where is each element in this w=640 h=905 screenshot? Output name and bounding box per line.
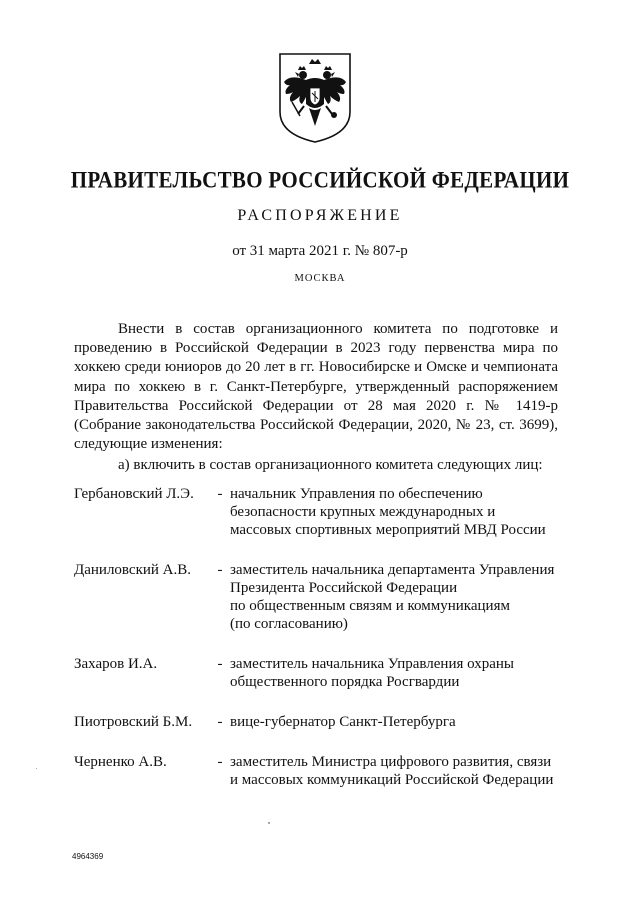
member-row (74, 713, 574, 731)
member-row (74, 655, 574, 691)
member-row (74, 561, 574, 633)
document-city: МОСКВА (294, 273, 346, 284)
member-dash: - (217, 714, 223, 730)
scan-speck (36, 768, 37, 769)
scan-speck (268, 822, 270, 824)
member-dash: - (217, 754, 223, 770)
member-row (74, 485, 574, 539)
coat-of-arms-icon (276, 52, 354, 144)
member-dash: - (217, 562, 223, 578)
member-name: Гербановский Л.Э. (74, 486, 194, 502)
document-type: РАСПОРЯЖЕНИЕ (237, 207, 403, 224)
main-paragraph: Внести в состав организационного комитета по подготовке и проведению в Российской Федерации в 2023 году первенства мира по хоккею среди юниоров до 20 лет в гг. Новосибирске и Омске и чемпионата мира по хоккею в г. Санкт-Петербурге, утвержденный распоряжением Правительства Российской Федерации от 28 мая 2020 г. № 1419-р (Собрание законодательства Российской Федерации, 2020, № 23, ст. 3699), следующие изменения: (74, 321, 558, 453)
members-list (74, 485, 574, 811)
member-dash: - (217, 486, 223, 502)
member-name: Черненко А.В. (74, 754, 167, 770)
sub-item-a: а) включить в состав организационного комитета следующих лиц: (118, 457, 543, 473)
member-position: вице-губернатор Санкт-Петербурга (230, 714, 456, 730)
document-date-number: от 31 марта 2021 г. № 807-р (232, 243, 408, 259)
government-title: ПРАВИТЕЛЬСТВО РОССИЙСКОЙ ФЕДЕРАЦИИ (70, 167, 570, 193)
member-position: заместитель начальника Управления охраны общественного порядка Росгвардии (230, 656, 515, 690)
member-position: начальник Управления по обеспечению безопасности крупных международных и массовых спортивных мероприятий МВД России (230, 486, 546, 538)
document-code: 4964369 (72, 852, 104, 861)
member-dash: - (217, 656, 223, 672)
member-row (74, 753, 574, 789)
member-name: Захаров И.А. (74, 656, 158, 672)
member-name: Даниловский А.В. (74, 562, 192, 578)
member-name: Пиотровский Б.М. (74, 714, 193, 730)
member-position: заместитель начальника департамента Управления Президента Российской Федерации по общественным связям и коммуникациям (по согласованию) (230, 562, 555, 632)
member-position: заместитель Министра цифрового развития, связи и массовых коммуникаций Российской Федерации (230, 754, 554, 788)
